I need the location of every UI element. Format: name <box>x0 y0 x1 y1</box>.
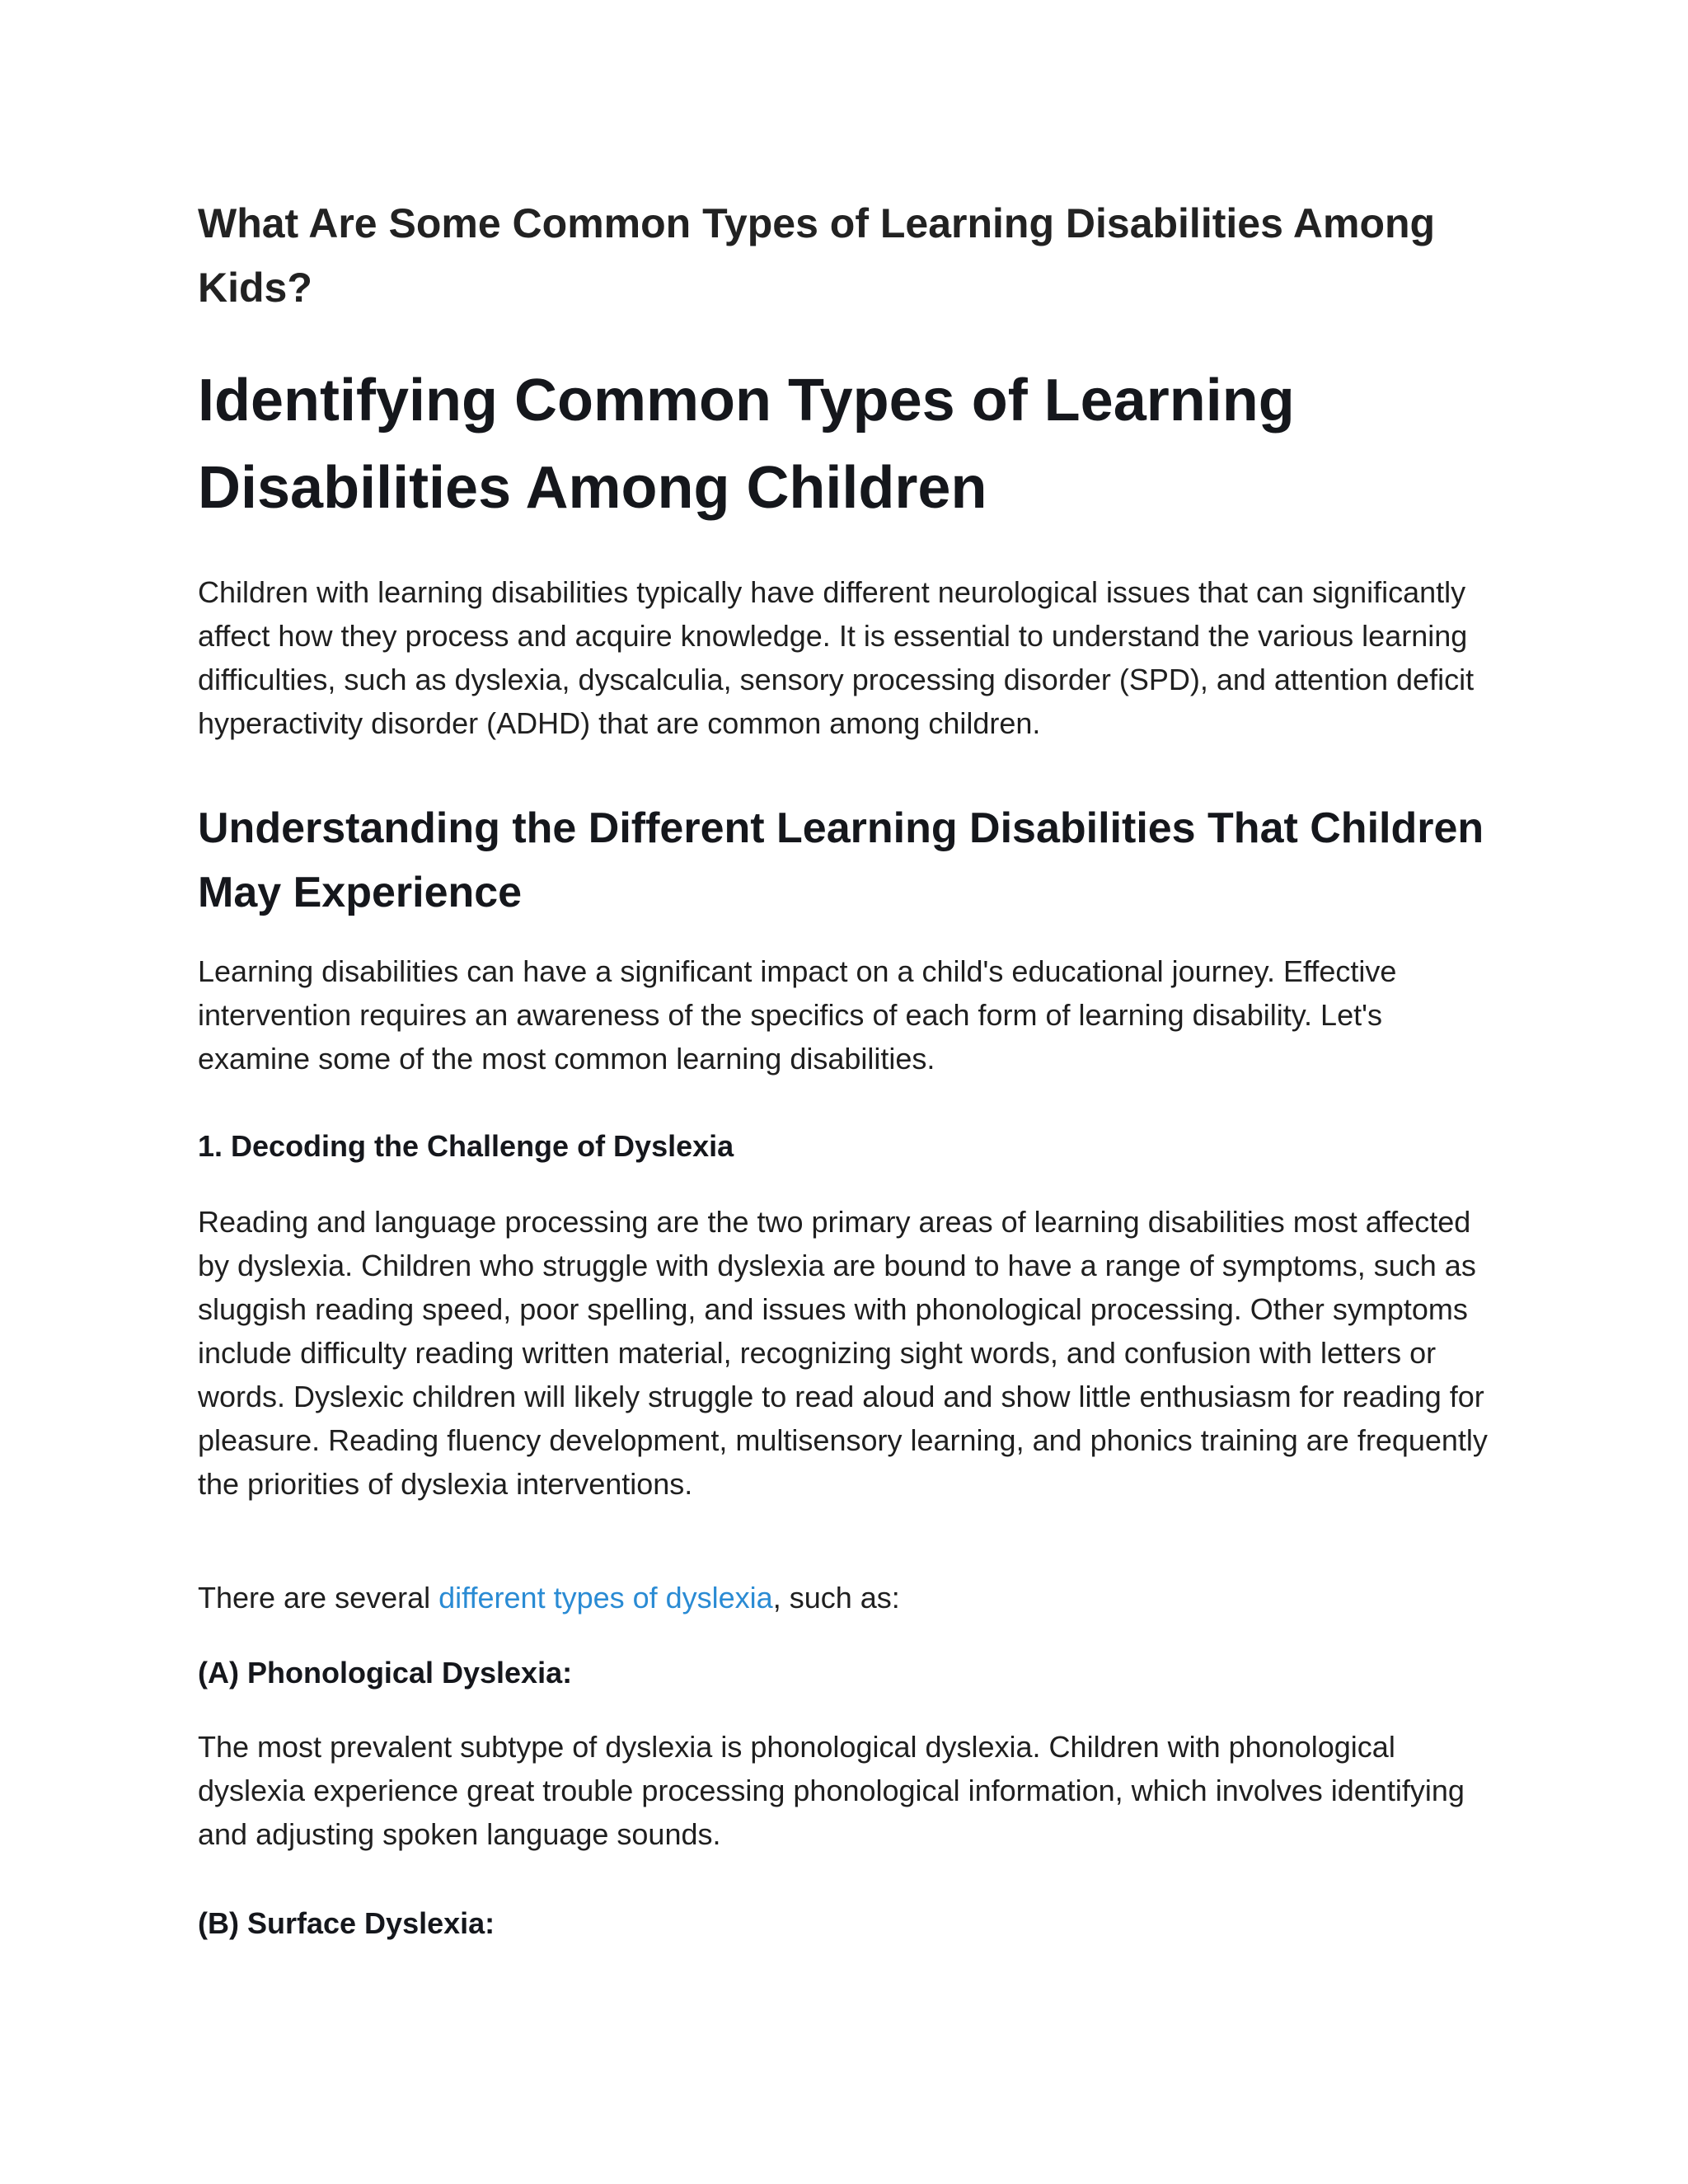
document-title: What Are Some Common Types of Learning Disabilities Among Kids? <box>198 200 1436 311</box>
section-heading: Understanding the Different Learning Disabilities That Children May Experience <box>198 804 1484 916</box>
intro-paragraph: Children with learning disabilities typically have different neurological issues that can significantly affect how they process and acquire knowledge. It is essential to understand the various learning difficulties, such as dyslexia, dyscalculia, sensory processing disorder (SPD), and attention deficit hyperactivity disorder (ADHD) that are common among children. <box>198 575 1475 740</box>
dyslexia-heading: 1. Decoding the Challenge of Dyslexia <box>198 1129 734 1163</box>
phonological-dyslexia-paragraph: The most prevalent subtype of dyslexia is phonological dyslexia. Children with phonological dyslexia experience great trouble processing phonological information, which involves identifying and adjusting spoken language sounds. <box>198 1730 1465 1851</box>
different-types-of-dyslexia-link[interactable]: different types of dyslexia <box>438 1581 773 1615</box>
dyslexia-types-intro <box>198 1576 1492 1619</box>
dyslexia-paragraph: Reading and language processing are the two primary areas of learning disabilities most affected by dyslexia. Children who struggle with dyslexia are bound to have a range of symptoms, such as sluggish reading speed, poor spelling, and issues with phonological processing. Other symptoms include difficulty reading written material, recognizing sight words, and confusion with letters or words. Dyslexic children will likely struggle to read aloud and show little enthusiasm for reading for pleasure. Reading fluency development, multisensory learning, and phonics training are frequently the priorities of dyslexia interventions. <box>198 1205 1488 1501</box>
types-intro-before: There are several <box>198 1581 439 1615</box>
surface-dyslexia-heading: (B) Surface Dyslexia: <box>198 1906 495 1940</box>
main-heading: Identifying Common Types of Learning Disabilities Among Children <box>198 368 1295 521</box>
section-paragraph: Learning disabilities can have a significant impact on a child's educational journey. Effective intervention requires an awareness of the specifics of each form of learning disability. Let's examine some of the most common learning disabilities. <box>198 954 1397 1076</box>
phonological-dyslexia-heading: (A) Phonological Dyslexia: <box>198 1656 573 1690</box>
types-intro-after: , such as: <box>772 1581 900 1615</box>
